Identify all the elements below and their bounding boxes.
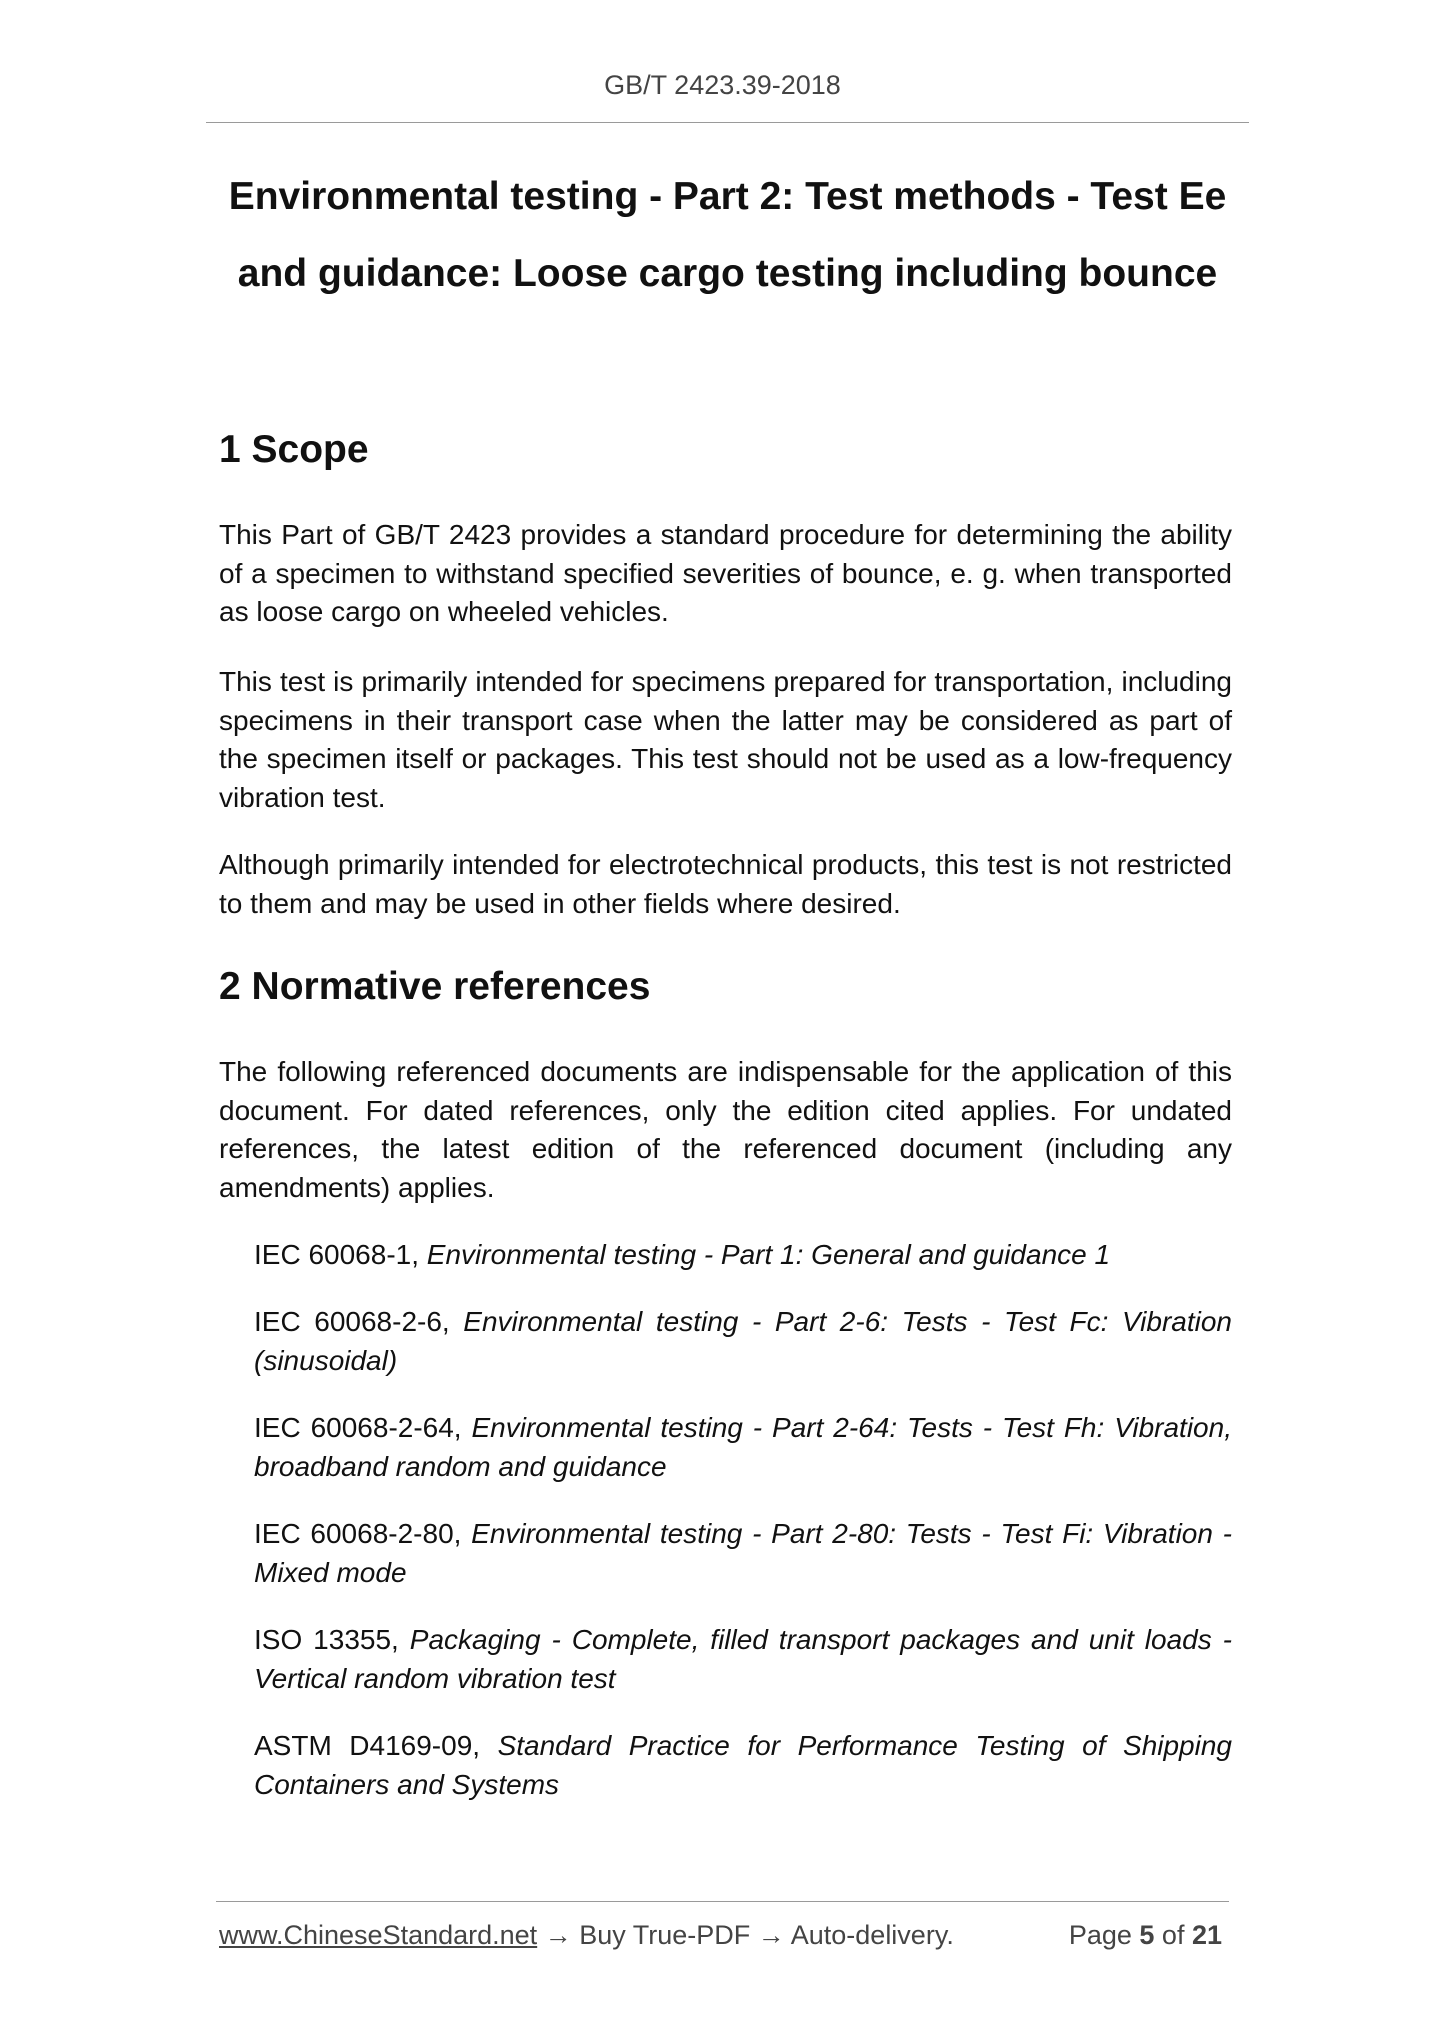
reference-title: Environmental testing - Part 2-80: Tests - Test Fi: Vibration - Mixed mode xyxy=(254,1518,1232,1588)
reference-code: ASTM D4169-09, xyxy=(254,1730,498,1761)
reference-title: Environmental testing - Part 1: General and guidance 1 xyxy=(426,1239,1111,1270)
reference-title: Standard Practice for Performance Testing of Shipping Containers and Systems xyxy=(254,1730,1232,1800)
references-intro-paragraph: The following referenced documents are indispensable for the application of this document. For dated references, only the edition cited applies. For undated references, the latest edition of the referenced document (including any amendments) applies. xyxy=(219,1056,1232,1203)
section-heading-normative-references: 2 Normative references xyxy=(219,965,651,1008)
reference-item xyxy=(254,1409,1232,1486)
reference-title: Environmental testing - Part 2-6: Tests - Test Fc: Vibration (sinusoidal) xyxy=(254,1306,1232,1376)
document-title-line-1: Environmental testing - Part 2: Test methods - Test Ee xyxy=(228,175,1227,218)
reference-code: IEC 60068-2-80, xyxy=(254,1518,472,1549)
section-heading-scope: 1 Scope xyxy=(219,428,369,471)
scope-paragraph-3: Although primarily intended for electrotechnical products, this test is not restricted to them and may be used in other fields where desired. xyxy=(219,849,1232,919)
reference-item xyxy=(254,1303,1232,1380)
scope-paragraph-2: This test is primarily intended for specimens prepared for transportation, including specimens in their transport case when the latter may be considered as part of the specimen itself or packages. This test should not be used as a low-frequency vibration test. xyxy=(219,666,1232,813)
header-divider xyxy=(206,122,1249,123)
reference-title: Packaging - Complete, filled transport packages and unit loads - Vertical random vibration test xyxy=(254,1624,1232,1694)
footer-tagline: → Buy True-PDF → Auto-delivery. xyxy=(537,1920,954,1950)
reference-item xyxy=(254,1621,1232,1698)
page-of-label: of xyxy=(1154,1920,1192,1950)
reference-item xyxy=(254,1727,1232,1804)
scope-paragraph-1: This Part of GB/T 2423 provides a standard procedure for determining the ability of a specimen to withstand specified severities of bounce, e. g. when transported as loose cargo on wheeled vehicles. xyxy=(219,519,1232,627)
reference-item xyxy=(254,1515,1232,1592)
document-title xyxy=(206,158,1249,312)
reference-item xyxy=(254,1236,1232,1275)
page-label: Page xyxy=(1068,1920,1140,1950)
document-title-line-2: and guidance: Loose cargo testing including bounce xyxy=(237,252,1218,295)
page-total: 21 xyxy=(1191,1920,1222,1950)
website-link[interactable]: www.ChineseStandard.net xyxy=(219,1920,538,1950)
page-current: 5 xyxy=(1139,1920,1155,1950)
footer-divider xyxy=(216,1901,1229,1902)
page-number xyxy=(1069,1920,1222,1951)
reference-code: ISO 13355, xyxy=(254,1624,410,1655)
reference-title: Environmental testing - Part 2-64: Tests - Test Fh: Vibration, broadband random and guidance xyxy=(254,1412,1232,1482)
reference-code: IEC 60068-1, xyxy=(254,1239,427,1270)
running-header: GB/T 2423.39-2018 xyxy=(604,70,841,100)
reference-code: IEC 60068-2-6, xyxy=(254,1306,464,1337)
footer-promo xyxy=(219,1920,954,1951)
reference-code: IEC 60068-2-64, xyxy=(254,1412,472,1443)
